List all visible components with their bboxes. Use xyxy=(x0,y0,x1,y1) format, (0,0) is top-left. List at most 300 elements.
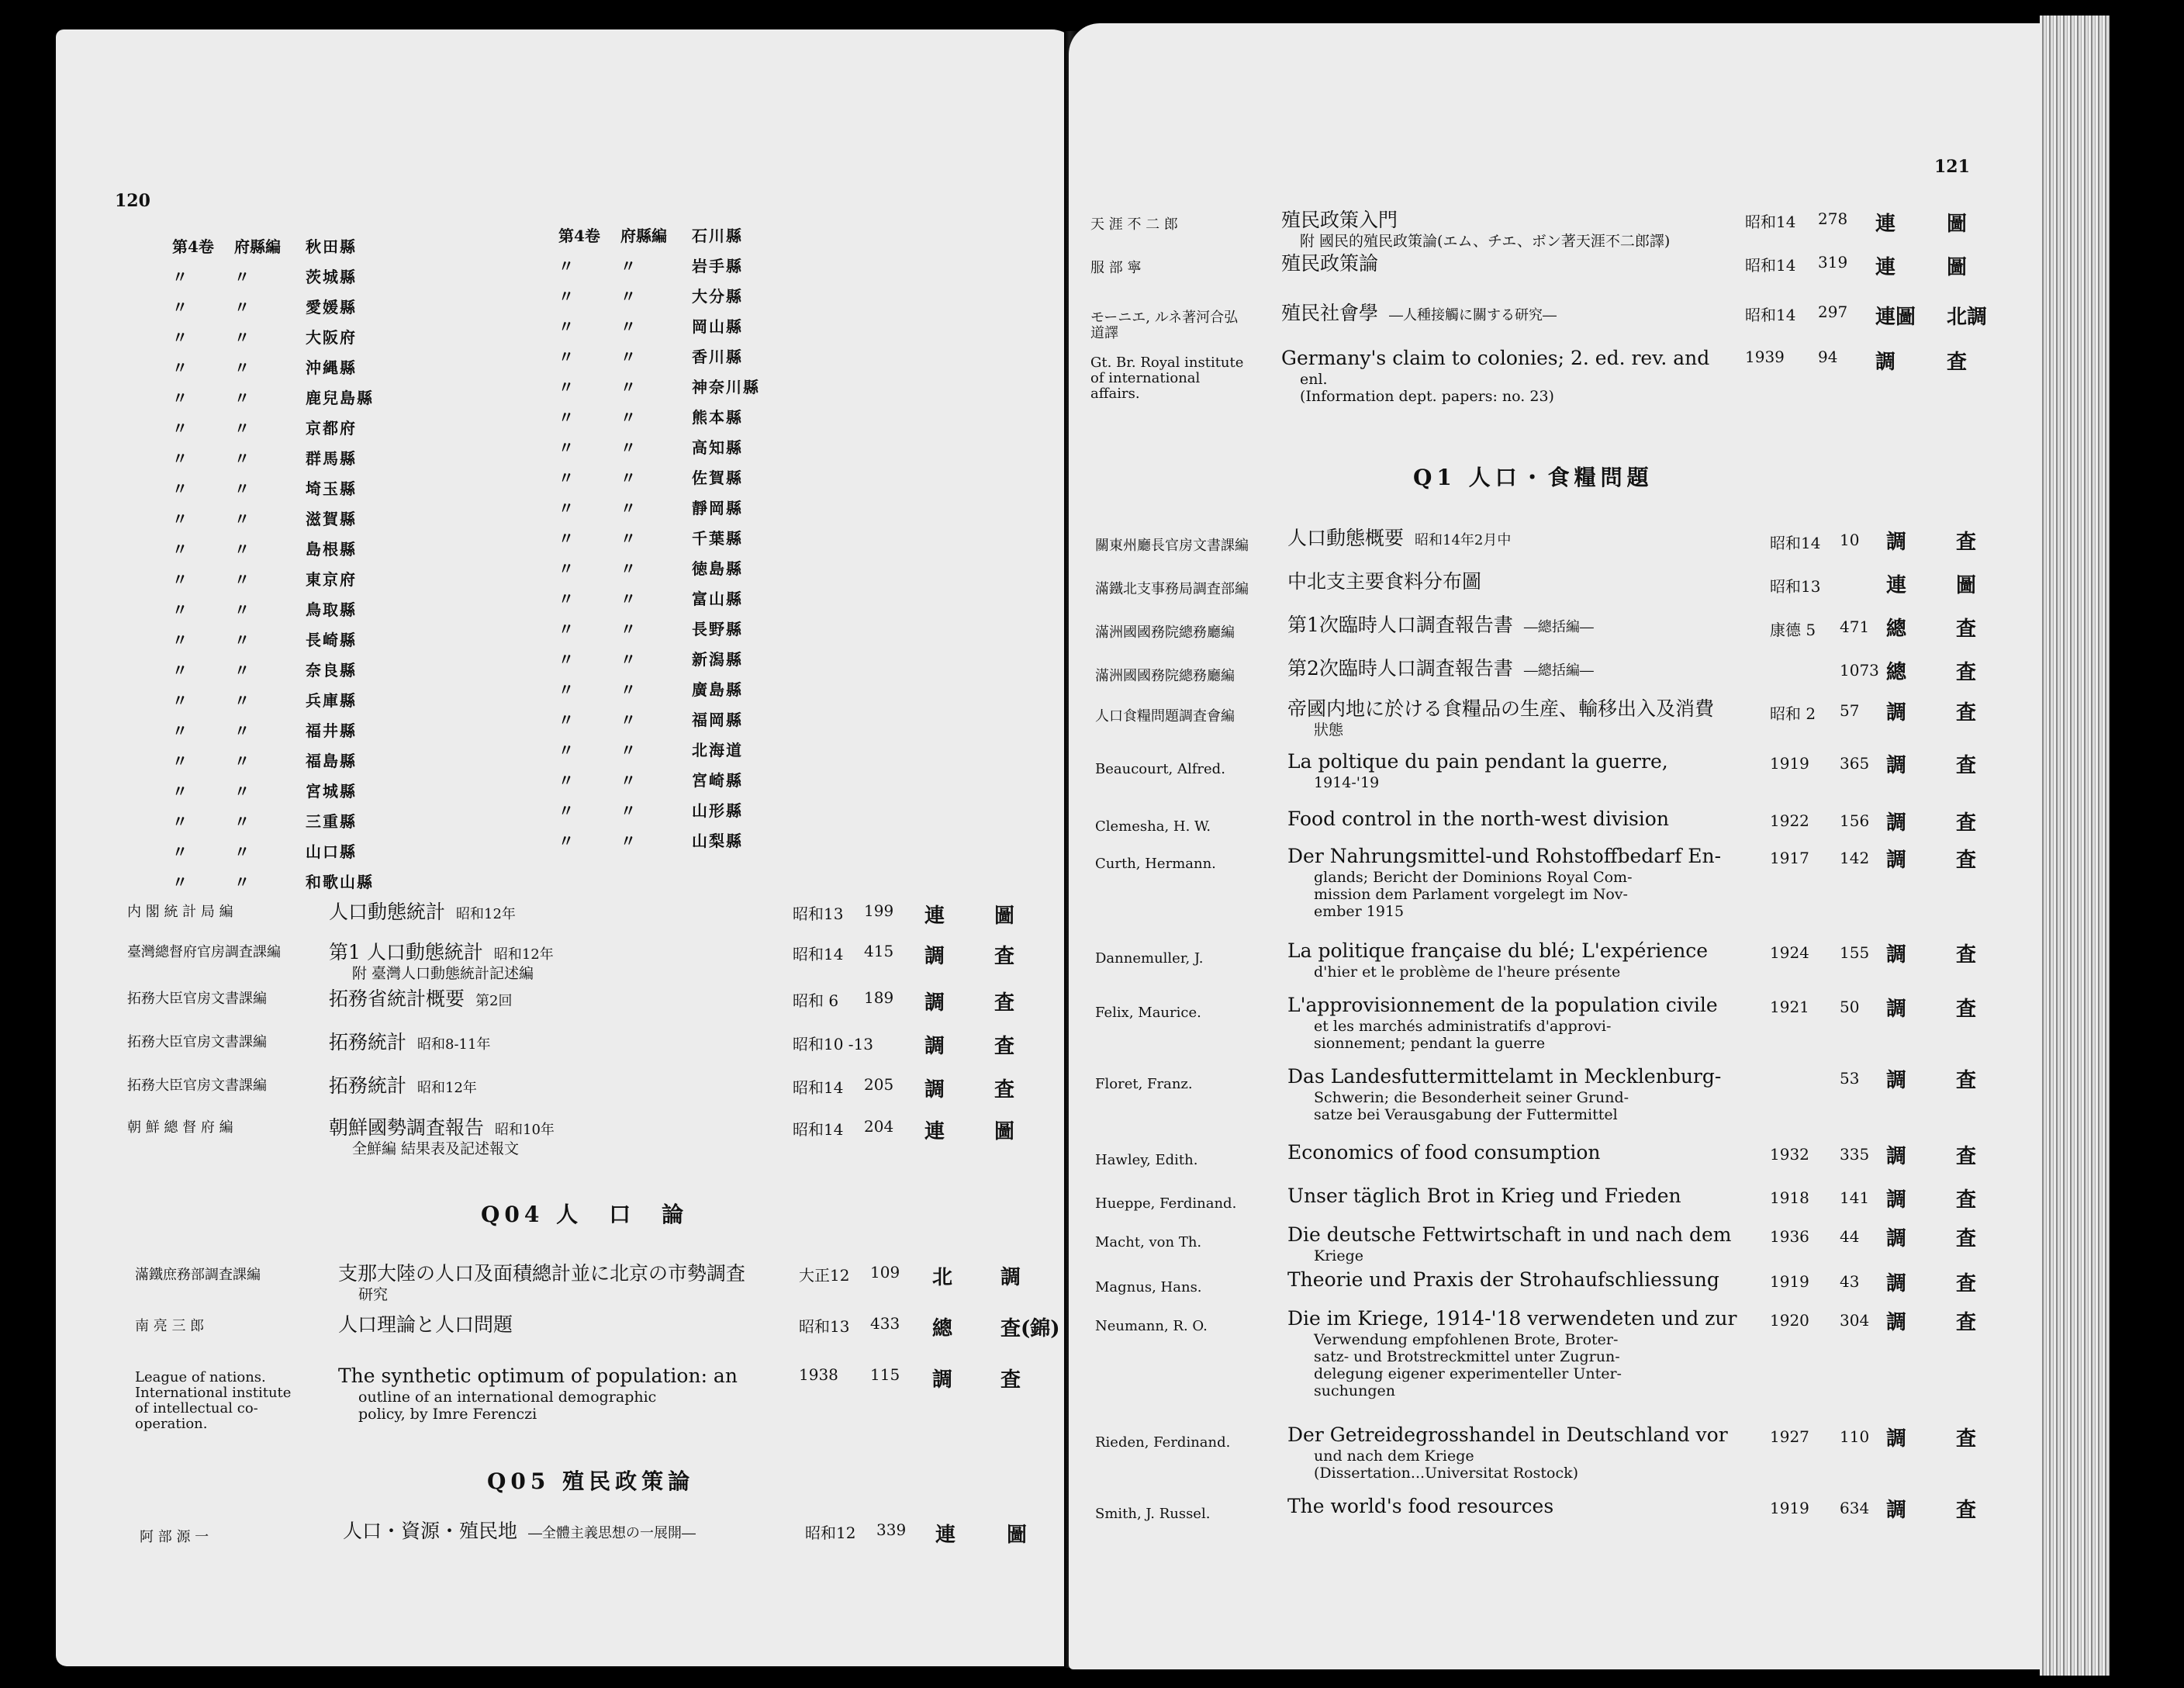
department-label: 〃 xyxy=(620,529,636,548)
entry-holding-section: 査 xyxy=(994,991,1015,1015)
entry-holding-library: 北 xyxy=(932,1266,953,1289)
entry-subtitle-line: mission dem Parlament vorgelegt im Nov- xyxy=(1314,886,1628,903)
volume-label: 〃 xyxy=(558,378,574,396)
department-label: 〃 xyxy=(234,631,250,649)
prefecture-row xyxy=(172,355,374,379)
entry-holding-library: 調 xyxy=(1886,943,1907,967)
entry-title xyxy=(1281,303,1557,327)
entry-title xyxy=(329,942,554,966)
department-label: 府縣編 xyxy=(620,227,667,245)
entry-title-text: 支那大陸の人口及面積總計並に北京の市勢調査 xyxy=(338,1262,746,1285)
entry-author: 服 部 寧 xyxy=(1090,260,1142,276)
entry-title-note: 昭和14年2月中 xyxy=(1415,532,1512,548)
entry-holding-section: 査 xyxy=(1956,1069,1977,1092)
entry-holding-library: 連 xyxy=(1875,256,1896,279)
entry-holding-library: 調 xyxy=(1875,351,1896,374)
prefecture-name: 滋賀縣 xyxy=(306,510,357,528)
entry-title-note: ―總括編― xyxy=(1523,619,1594,635)
entry-subtitle-line: 狀態 xyxy=(1314,721,1344,738)
entry-title-text: 拓務統計 xyxy=(329,1031,407,1053)
entry-subtitle-line: Schwerin; die Besonderheit seiner Grund- xyxy=(1314,1089,1629,1106)
entry-title-text: Theorie und Praxis der Strohaufschliessung xyxy=(1287,1268,1719,1291)
entry-author: Magnus, Hans. xyxy=(1095,1279,1202,1295)
entry-title-text: The synthetic optimum of population: an xyxy=(338,1365,738,1387)
prefecture-name: 京都府 xyxy=(306,419,357,438)
entry-subtitle-line: (Information dept. papers: no. 23) xyxy=(1300,388,1554,405)
prefecture-row xyxy=(558,798,760,822)
entry-title-text: 第1 人口動態統計 xyxy=(329,941,483,963)
prefecture-name: 兵庫縣 xyxy=(306,691,357,710)
entry-title xyxy=(1287,1224,1732,1246)
entry-page-count: 204 xyxy=(864,1117,894,1136)
entry-subtitle-line: 研究 xyxy=(358,1286,389,1303)
section-heading-q05: Q05 殖民政策論 xyxy=(487,1468,695,1494)
volume-label: 第4卷 xyxy=(172,237,214,256)
page-edge xyxy=(2040,16,2110,1676)
entry-title xyxy=(338,1314,513,1336)
entry-year: 1919 xyxy=(1770,1272,1809,1291)
entry-subtitle-line: und nach dem Kriege xyxy=(1314,1448,1474,1465)
entry-page-count: 44 xyxy=(1840,1227,1860,1246)
volume-label: 〃 xyxy=(172,419,188,438)
entry-subtitle-line: 附 臺灣人口動態統計記述編 xyxy=(352,965,534,982)
department-label: 〃 xyxy=(620,348,636,366)
entry-title-text: La politique française du blé; L'expérience xyxy=(1287,939,1709,962)
entry-title-text: Die deutsche Fettwirtschaft in und nach dem xyxy=(1287,1223,1732,1246)
entry-holding-section: 査 xyxy=(994,1078,1015,1102)
entry-page-count: 94 xyxy=(1818,348,1838,366)
entry-holding-library: 調 xyxy=(1886,998,1907,1021)
entry-subtitle-line: outline of an international demographic xyxy=(358,1389,657,1406)
entry-page-count: 415 xyxy=(864,942,894,960)
entry-title xyxy=(1281,253,1378,275)
prefecture-row xyxy=(558,828,760,852)
entry-title xyxy=(1287,846,1721,867)
entry-holding-section: 査 xyxy=(1956,811,1977,835)
volume-label: 〃 xyxy=(172,842,188,861)
entry-holding-section: 調 xyxy=(1000,1266,1021,1289)
department-label: 〃 xyxy=(234,661,250,680)
volume-label: 〃 xyxy=(172,631,188,649)
prefecture-row xyxy=(172,779,374,802)
entry-year: 1936 xyxy=(1770,1227,1809,1246)
entry-page-count: 471 xyxy=(1840,617,1870,636)
entry-author: Hawley, Edith. xyxy=(1095,1152,1198,1168)
entry-title-text: 殖民社會學 xyxy=(1281,302,1379,324)
department-label: 〃 xyxy=(234,389,250,407)
entry-author: Rieden, Ferdinand. xyxy=(1095,1434,1231,1451)
entry-page-count: 109 xyxy=(870,1263,900,1282)
department-label: 〃 xyxy=(620,469,636,487)
department-label: 〃 xyxy=(620,559,636,578)
prefecture-name: 廣島縣 xyxy=(692,680,743,699)
entry-subtitle xyxy=(1314,869,1633,920)
entry-page-count: 634 xyxy=(1840,1499,1870,1517)
entry-holding-section: 査 xyxy=(1956,531,1977,554)
entry-year: 昭和13 xyxy=(793,905,844,923)
department-label: 〃 xyxy=(234,419,250,438)
entry-author: Neumann, R. O. xyxy=(1095,1318,1208,1334)
prefecture-name: 福島縣 xyxy=(306,752,357,770)
entry-title-text: 殖民政策入門 xyxy=(1281,209,1398,231)
prefecture-row xyxy=(558,586,760,610)
volume-label: 〃 xyxy=(558,499,574,517)
entry-holding-library: 調 xyxy=(1886,531,1907,554)
prefecture-name: 宮城縣 xyxy=(306,782,357,801)
entry-title-text: 人口動態概要 xyxy=(1287,527,1405,549)
entry-holding-library: 調 xyxy=(1886,1227,1907,1250)
entry-title xyxy=(329,901,516,925)
entry-title xyxy=(329,988,512,1012)
prefecture-name: 長崎縣 xyxy=(306,631,357,649)
entry-subtitle-line: sionnement; pendant la guerre xyxy=(1314,1035,1546,1052)
entry-holding-library: 調 xyxy=(924,991,945,1015)
prefecture-name: 奈良縣 xyxy=(306,661,357,680)
entry-holding-library: 總 xyxy=(1886,617,1907,641)
prefecture-row xyxy=(558,465,760,489)
department-label: 〃 xyxy=(620,801,636,820)
entry-author: 人口食糧問題調査會編 xyxy=(1095,708,1235,725)
entry-title-text: 朝鮮國勢調査報告 xyxy=(329,1116,485,1139)
entry-subtitle-line: Verwendung empfohlenen Brote, Broter- xyxy=(1314,1331,1619,1348)
entry-holding-section: 査 xyxy=(1956,1145,1977,1168)
entry-year: 1922 xyxy=(1770,811,1809,830)
entry-title-text: 人口理論と人口問題 xyxy=(338,1313,513,1336)
volume-label: 第4卷 xyxy=(558,227,600,245)
entry-title xyxy=(1287,528,1511,552)
entry-title xyxy=(1287,1308,1736,1330)
entry-holding-section: 北調 xyxy=(1947,306,1988,329)
volume-label: 〃 xyxy=(172,691,188,710)
entry-holding-library: 調 xyxy=(1886,849,1907,872)
entry-subtitle-line: glands; Bericht der Dominions Royal Com- xyxy=(1314,869,1633,886)
volume-label: 〃 xyxy=(172,540,188,559)
prefecture-name: 靜岡縣 xyxy=(692,499,743,517)
prefecture-name: 長野縣 xyxy=(692,620,743,638)
entry-title xyxy=(1287,1185,1681,1207)
prefecture-name: 大分縣 xyxy=(692,287,743,306)
volume-label: 〃 xyxy=(558,832,574,850)
entry-title-note: 昭和8-11年 xyxy=(417,1036,491,1053)
entry-subtitle-line: 全鮮編 結果表及記述報文 xyxy=(352,1140,520,1157)
entry-year: 1921 xyxy=(1770,998,1809,1016)
entry-page-count: 335 xyxy=(1840,1145,1870,1164)
entry-holding-library: 連圖 xyxy=(1875,306,1916,329)
prefecture-name: 岩手縣 xyxy=(692,257,743,275)
entry-title xyxy=(1287,1269,1719,1291)
prefecture-row xyxy=(172,537,374,560)
prefecture-name: 北海道 xyxy=(692,741,743,759)
prefecture-name: 富山縣 xyxy=(692,590,743,608)
entry-year: 1924 xyxy=(1770,943,1809,962)
entry-title-text: 第1次臨時人口調査報告書 xyxy=(1287,614,1513,636)
entry-page-count: 43 xyxy=(1840,1272,1860,1291)
prefecture-name: 東京府 xyxy=(306,570,357,589)
prefecture-row xyxy=(172,386,374,409)
department-label: 〃 xyxy=(620,680,636,699)
volume-label: 〃 xyxy=(558,741,574,759)
entry-title xyxy=(1287,1424,1728,1446)
entry-page-count: 1073 xyxy=(1840,661,1879,680)
entry-title-text: The world's food resources xyxy=(1287,1495,1554,1517)
entry-page-count: 297 xyxy=(1818,303,1848,321)
entry-title-note: ―全體主義思想の一展開― xyxy=(528,1525,696,1541)
department-label: 〃 xyxy=(620,378,636,396)
entry-holding-library: 調 xyxy=(1886,1069,1907,1092)
entry-year: 昭和10 -13 xyxy=(793,1035,874,1053)
entry-author: 臺灣總督府官房調査課編 xyxy=(127,944,281,960)
prefecture-row xyxy=(558,223,760,247)
prefecture-row xyxy=(558,647,760,670)
entry-holding-section: 査(錦) xyxy=(1000,1317,1060,1340)
entry-page-count: 319 xyxy=(1818,253,1848,272)
entry-page-count: 142 xyxy=(1840,849,1870,867)
entry-title xyxy=(1287,808,1669,830)
prefecture-name: 新潟縣 xyxy=(692,650,743,669)
prefecture-name: 愛媛縣 xyxy=(306,298,357,316)
entry-author: Dannemuller, J. xyxy=(1095,950,1204,967)
section-heading-q04: Q04 人 口 論 xyxy=(481,1202,689,1227)
entry-title xyxy=(1287,751,1668,773)
department-label: 〃 xyxy=(234,328,250,347)
entry-holding-library: 調 xyxy=(1886,1427,1907,1451)
entry-page-count: 205 xyxy=(864,1075,894,1094)
entry-title-text: 人口・資源・殖民地 xyxy=(343,1520,518,1542)
entry-year: 昭和13 xyxy=(799,1317,850,1336)
entry-holding-section: 圖 xyxy=(994,1120,1015,1143)
entry-title-text: Economics of food consumption xyxy=(1287,1141,1601,1164)
entry-page-count: 155 xyxy=(1840,943,1870,962)
entry-year: 1919 xyxy=(1770,754,1809,773)
entry-holding-section: 圖 xyxy=(1007,1524,1028,1547)
department-label: 〃 xyxy=(234,570,250,589)
volume-label: 〃 xyxy=(558,348,574,366)
entry-title-text: Germany's claim to colonies; 2. ed. rev. and xyxy=(1281,347,1710,369)
department-label: 〃 xyxy=(234,691,250,710)
entry-holding-section: 査 xyxy=(1956,1227,1977,1250)
entry-page-count: 365 xyxy=(1840,754,1870,773)
department-label: 〃 xyxy=(234,540,250,559)
department-label: 〃 xyxy=(620,499,636,517)
prefecture-name: 石川縣 xyxy=(692,227,743,245)
prefecture-row xyxy=(558,556,760,579)
volume-label: 〃 xyxy=(558,711,574,729)
prefecture-name: 沖縄縣 xyxy=(306,358,357,377)
entry-subtitle xyxy=(1314,1089,1629,1123)
entry-title xyxy=(338,1365,738,1387)
entry-subtitle xyxy=(358,1389,656,1423)
entry-title xyxy=(1287,940,1708,962)
entry-subtitle-line: satze bei Verausgabung der Futtermittel xyxy=(1314,1106,1618,1123)
department-label: 〃 xyxy=(234,782,250,801)
entry-holding-library: 總 xyxy=(1886,661,1907,684)
entry-author: 關東州廳長官房文書課編 xyxy=(1095,538,1249,554)
entry-page-count: 278 xyxy=(1818,209,1848,228)
department-label: 〃 xyxy=(234,479,250,498)
prefecture-name: 群馬縣 xyxy=(306,449,357,468)
prefecture-name: 山形縣 xyxy=(692,801,743,820)
entry-page-count: 10 xyxy=(1840,531,1860,549)
department-label: 〃 xyxy=(234,721,250,740)
prefecture-row xyxy=(172,507,374,530)
entry-author: Smith, J. Russel. xyxy=(1095,1506,1211,1522)
entry-holding-library: 調 xyxy=(1886,1272,1907,1295)
entry-author: Curth, Hermann. xyxy=(1095,856,1216,872)
entry-title xyxy=(1281,348,1709,369)
prefecture-row xyxy=(558,526,760,549)
entry-year: 昭和14 xyxy=(1770,534,1821,552)
entry-page-count: 110 xyxy=(1840,1427,1870,1446)
entry-title xyxy=(1287,1496,1553,1517)
entry-author: Clemesha, H. W. xyxy=(1095,818,1211,835)
entry-year: 1938 xyxy=(799,1365,838,1384)
department-label: 〃 xyxy=(620,832,636,850)
prefecture-name: 鹿兒島縣 xyxy=(306,389,374,407)
prefecture-name: 福井縣 xyxy=(306,721,357,740)
prefecture-row xyxy=(558,738,760,761)
entry-year: 昭和13 xyxy=(1770,577,1821,596)
entry-year: 康德 5 xyxy=(1770,621,1816,639)
prefecture-row xyxy=(558,375,760,398)
prefecture-name: 島根縣 xyxy=(306,540,357,559)
entry-author: 滿洲國國務院總務廳編 xyxy=(1095,624,1235,641)
entry-subtitle xyxy=(1314,1331,1622,1399)
entry-title-text: 第2次臨時人口調査報告書 xyxy=(1287,657,1513,680)
entry-holding-section: 圖 xyxy=(1947,213,1968,236)
entry-title-text: 殖民政策論 xyxy=(1281,252,1379,275)
entry-author: 拓務大臣官房文書課編 xyxy=(127,1034,267,1050)
volume-label: 〃 xyxy=(172,873,188,891)
entry-year: 昭和14 xyxy=(1745,256,1796,275)
entry-author: モーニエ, ルネ著河合弘道譯 xyxy=(1090,310,1239,341)
entry-holding-library: 連 xyxy=(1875,213,1896,236)
volume-label: 〃 xyxy=(172,298,188,316)
entry-subtitle-line: (Dissertation...Universitat Rostock) xyxy=(1314,1465,1579,1482)
entry-holding-library: 調 xyxy=(1886,754,1907,777)
entry-author: 滿洲國國務院總務廳編 xyxy=(1095,668,1235,684)
entry-author: 内 閣 統 計 局 編 xyxy=(127,904,233,920)
prefecture-row xyxy=(172,416,374,439)
entry-title-text: 中北支主要食料分布圖 xyxy=(1287,570,1482,593)
entry-subtitle-line: satz- und Brotstreckmittel unter Zugrun- xyxy=(1314,1348,1620,1365)
entry-subtitle xyxy=(358,1286,388,1303)
entry-year: 昭和14 xyxy=(793,945,844,963)
entry-title-note: ―人種接觸に關する研究― xyxy=(1389,307,1557,323)
entry-title xyxy=(1281,209,1398,231)
entry-subtitle-line: enl. xyxy=(1300,371,1328,388)
prefecture-name: 茨城縣 xyxy=(306,268,357,286)
entry-year: 1918 xyxy=(1770,1188,1809,1207)
entry-holding-section: 査 xyxy=(1956,849,1977,872)
entry-title-text: 帝國内地に於ける食糧品の生産、輸移出入及消費 xyxy=(1287,697,1715,720)
volume-label: 〃 xyxy=(558,680,574,699)
entry-holding-section: 査 xyxy=(1956,998,1977,1021)
department-label: 〃 xyxy=(234,752,250,770)
prefecture-name: 岡山縣 xyxy=(692,317,743,336)
prefecture-name: 大阪府 xyxy=(306,328,357,347)
entry-author: 滿鐵庶務部調査課編 xyxy=(135,1267,261,1283)
department-label: 〃 xyxy=(234,600,250,619)
department-label: 〃 xyxy=(620,590,636,608)
volume-label: 〃 xyxy=(558,469,574,487)
volume-label: 〃 xyxy=(558,438,574,457)
prefecture-name: 千葉縣 xyxy=(692,529,743,548)
entry-title xyxy=(343,1520,696,1544)
prefecture-row xyxy=(172,567,374,590)
prefecture-row xyxy=(172,809,374,832)
entry-holding-library: 調 xyxy=(1886,1145,1907,1168)
entry-year: 1939 xyxy=(1745,348,1785,366)
prefecture-name: 神奈川縣 xyxy=(692,378,760,396)
entry-title-text: Food control in the north-west division xyxy=(1287,808,1669,830)
volume-label: 〃 xyxy=(172,358,188,377)
entry-year: 1917 xyxy=(1770,849,1809,867)
entry-holding-library: 調 xyxy=(1886,811,1907,835)
volume-label: 〃 xyxy=(558,408,574,427)
prefecture-row xyxy=(172,839,374,863)
prefecture-name: 山梨縣 xyxy=(692,832,743,850)
entry-holding-section: 圖 xyxy=(994,905,1015,928)
department-label: 〃 xyxy=(234,298,250,316)
entry-page-count: 189 xyxy=(864,988,894,1007)
entry-title-text: 拓務統計 xyxy=(329,1074,407,1097)
entry-year: 1927 xyxy=(1770,1427,1809,1446)
prefecture-name: 和歌山縣 xyxy=(306,873,374,891)
entry-title-text: 拓務省統計概要 xyxy=(329,988,465,1010)
entry-title xyxy=(1287,658,1594,682)
entry-title-note: ―總括編― xyxy=(1523,662,1594,679)
volume-label: 〃 xyxy=(558,801,574,820)
entry-title-note: 昭和12年 xyxy=(493,946,554,963)
entry-title xyxy=(329,1117,555,1141)
entry-title-text: Die im Kriege, 1914-'18 verwendeten und zur xyxy=(1287,1307,1737,1330)
entry-subtitle xyxy=(1300,371,1554,405)
prefecture-name: 香川縣 xyxy=(692,348,743,366)
entry-holding-section: 査 xyxy=(994,945,1015,968)
entry-year: 昭和14 xyxy=(793,1120,844,1139)
entry-title xyxy=(1287,571,1481,593)
entry-title xyxy=(329,1075,477,1099)
prefecture-name: 高知縣 xyxy=(692,438,743,457)
entry-year: 昭和14 xyxy=(793,1078,844,1097)
entry-holding-library: 連 xyxy=(1886,574,1907,597)
entry-holding-library: 調 xyxy=(924,945,945,968)
department-label: 〃 xyxy=(620,317,636,336)
prefecture-name: 秋田縣 xyxy=(306,237,357,256)
entry-year: 大正12 xyxy=(799,1266,850,1285)
department-label: 〃 xyxy=(620,287,636,306)
volume-label: 〃 xyxy=(558,620,574,638)
entry-holding-section: 査 xyxy=(1956,1427,1977,1451)
prefecture-row xyxy=(172,476,374,500)
entry-subtitle xyxy=(1314,721,1343,738)
prefecture-name: 熊本縣 xyxy=(692,408,743,427)
prefecture-row xyxy=(558,768,760,791)
entry-subtitle-line: ember 1915 xyxy=(1314,903,1405,920)
entry-title-text: Der Getreidegrosshandel in Deutschland vor xyxy=(1287,1423,1728,1446)
entry-title-note: 第2回 xyxy=(475,993,513,1009)
entry-subtitle-line: delegung eigener experimenteller Unter- xyxy=(1314,1365,1622,1382)
entry-year: 昭和12 xyxy=(805,1524,856,1542)
prefecture-row xyxy=(172,870,374,893)
entry-page-count: 304 xyxy=(1840,1311,1870,1330)
entry-author: 拓務大臣官房文書課編 xyxy=(127,1077,267,1094)
prefecture-row xyxy=(558,284,760,307)
volume-label: 〃 xyxy=(172,661,188,680)
entry-holding-library: 總 xyxy=(932,1317,953,1340)
department-label: 〃 xyxy=(620,620,636,638)
prefecture-row xyxy=(558,254,760,277)
